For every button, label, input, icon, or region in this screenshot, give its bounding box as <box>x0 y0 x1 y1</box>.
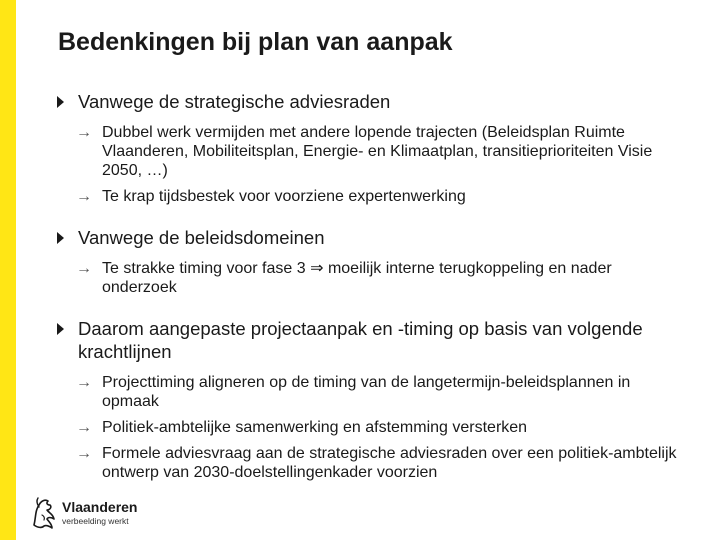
accent-bar <box>0 0 16 540</box>
list-item: → Formele adviesvraag aan de strategische adviesraden over een politiek-ambtelijk ontwerp van 2030-doelstellingenkader voorzien <box>76 445 677 481</box>
slide-content <box>56 90 686 482</box>
section-heading-adjusted-approach: Daarom aangepaste projectaanpak en -timing op basis van volgende krachtlijnen <box>56 317 686 363</box>
section-heading-policy-domains: Vanwege de beleidsdomeinen <box>56 226 686 249</box>
triangle-bullet-icon <box>57 96 64 108</box>
arrow-bullet-icon: → <box>76 260 92 277</box>
arrow-bullet-icon: → <box>76 419 92 436</box>
section-heading-advisory-councils: Vanwege de strategische adviesraden <box>56 90 686 113</box>
arrow-bullet-icon: → <box>76 374 92 391</box>
list-item: → Projecttiming aligneren op de timing van de langetermijn-beleidsplannen in opmaak <box>76 374 631 410</box>
vlaanderen-logo <box>30 495 150 531</box>
list-item: → Politiek-ambtelijke samenwerking en afstemming versterken <box>76 419 528 436</box>
list-item: → Te strakke timing voor fase 3 ⇒ moeilijk interne terugkoppeling en nader onderzoek <box>76 260 612 296</box>
logo-name: Vlaanderen <box>62 499 138 515</box>
arrow-bullet-icon: → <box>76 124 92 141</box>
logo-tagline: verbeelding werkt <box>62 516 129 526</box>
triangle-bullet-icon <box>57 232 64 244</box>
slide-title: Bedenkingen bij plan van aanpak <box>58 28 453 56</box>
triangle-bullet-icon <box>57 323 64 335</box>
list-item: → Dubbel werk vermijden met andere lopende trajecten (Beleidsplan Ruimte Vlaanderen, Mobiliteitsplan, Energie- en Klimaatplan, transitieprioriteiten Visie 2050, …) <box>76 124 653 179</box>
list-item: → Te krap tijdsbestek voor voorziene expertenwerking <box>76 188 466 205</box>
arrow-bullet-icon: → <box>76 445 92 462</box>
flemish-lion-icon <box>30 495 58 531</box>
arrow-bullet-icon: → <box>76 188 92 205</box>
